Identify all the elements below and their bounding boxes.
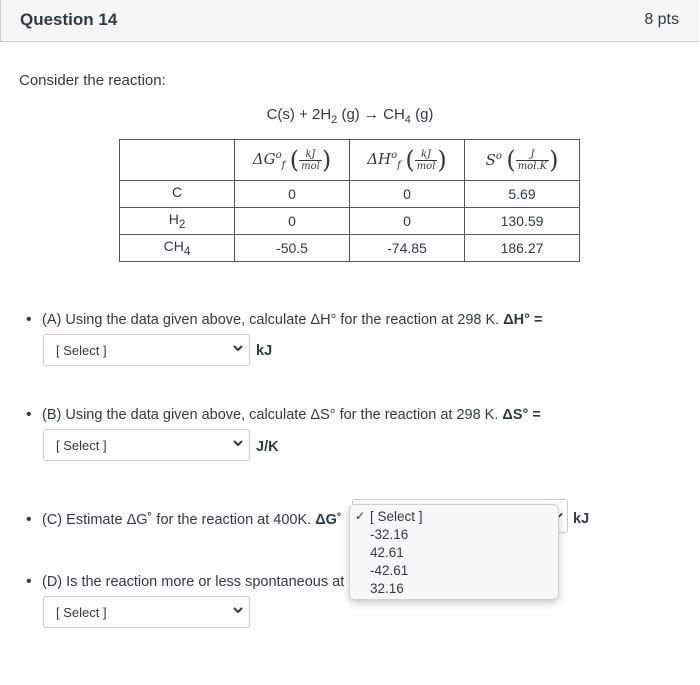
answer-b-select[interactable] (43, 429, 250, 461)
question-a-text: (A) Using the data given above, calculate ΔH° for the reaction at 298 K. ΔH° = (42, 312, 543, 328)
table-row (120, 208, 580, 235)
hdr-h-sup: o (391, 149, 398, 161)
question-header (0, 0, 699, 42)
thermo-data-table (119, 139, 580, 262)
answer-a-select[interactable] (43, 334, 250, 366)
hdr-h-num: kJ (415, 149, 438, 161)
question-b-bold: ΔS° = (502, 407, 541, 423)
species-cell: C (120, 181, 235, 208)
header-delta-g: $\Delta G^o_f$ ( $\frac{kJ}{\text{mol}}$ ) (235, 140, 350, 181)
chevron-down-icon (233, 343, 243, 353)
answer-d-value: [ Select ] (56, 605, 107, 620)
question-c-bold: ΔG˚ (315, 512, 342, 528)
reaction-lhs: C(s) + 2H (266, 106, 332, 123)
reaction-equation (0, 106, 700, 126)
delta-g-cell: 0 (235, 181, 350, 208)
answer-b-value: [ Select ] (56, 438, 107, 453)
hdr-s-symbol: S (485, 151, 496, 169)
option-neg-42-61[interactable]: -42.61 (370, 563, 409, 578)
chevron-down-icon (233, 438, 243, 448)
header-species (120, 140, 235, 181)
entropy-cell: 186.27 (465, 235, 580, 262)
reaction-sub-2: 2 (331, 114, 338, 126)
question-c-text: (C) Estimate ΔG˚ for the reaction at 400K. ΔG˚ (42, 512, 342, 528)
species-cell: $H_2$ (120, 208, 235, 235)
question-title: Question 14 (20, 10, 118, 29)
hdr-s-num: J (516, 149, 549, 161)
hdr-g-symbol: ΔG (252, 149, 276, 168)
reaction-sub-4: 4 (404, 114, 411, 126)
delta-h-cell: -74.85 (350, 235, 465, 262)
hdr-g-den: mol (301, 160, 320, 172)
delta-h-cell: 0 (350, 208, 465, 235)
checkmark-icon: ✓ (355, 509, 366, 523)
entropy-cell: 130.59 (465, 208, 580, 235)
delta-g-cell: -50.5 (235, 235, 350, 262)
answer-d-select[interactable] (43, 596, 250, 628)
hdr-s-sup: o (495, 151, 502, 162)
option-42-61[interactable]: 42.61 (370, 545, 404, 560)
chevron-down-icon (233, 605, 243, 615)
unit-b: J/K (256, 439, 279, 455)
answer-c-options-menu (349, 504, 559, 600)
option-32-16[interactable]: 32.16 (370, 581, 404, 596)
table-row (120, 181, 580, 208)
delta-g-cell: 0 (235, 208, 350, 235)
hdr-g-sup: o (275, 149, 282, 161)
table-row (120, 235, 580, 262)
hdr-h-den: mol (416, 160, 436, 172)
hdr-s-den: mol.K (517, 160, 548, 172)
intro-text: Consider the reaction: (19, 72, 166, 89)
unit-a: kJ (256, 343, 273, 359)
hdr-h-sub: f (397, 159, 401, 171)
hdr-h-symbol: ΔH (367, 149, 392, 168)
option-neg-32-16[interactable]: -32.16 (370, 527, 409, 542)
reaction-mid: (g) → CH (337, 106, 405, 123)
question-a-bold: ΔH° = (503, 312, 543, 328)
question-b-text: (B) Using the data given above, calculate ΔS° for the reaction at 298 K. ΔS° = (42, 407, 541, 423)
answer-a-value: [ Select ] (56, 343, 107, 358)
option-select[interactable]: [ Select ] (370, 509, 423, 524)
unit-c: kJ (573, 511, 590, 527)
species-cell: $CH_4$ (120, 235, 235, 262)
entropy-cell: 5.69 (465, 181, 580, 208)
header-entropy: $S^o$ ( $\frac{J}{\text{mol.K}}$ ) (465, 140, 580, 181)
reaction-rhs: (g) (410, 106, 434, 123)
table-header-row (120, 140, 580, 181)
hdr-g-num: kJ (299, 149, 322, 161)
hdr-g-sub: f (281, 159, 286, 171)
delta-h-cell: 0 (350, 181, 465, 208)
question-d-text: (D) Is the reaction more or less spontaneous at (42, 574, 345, 590)
header-delta-h: $\Delta H^o_f$ ( $\frac{kJ}{\text{mol}}$ ) (350, 140, 465, 181)
question-points: 8 pts (644, 11, 679, 28)
